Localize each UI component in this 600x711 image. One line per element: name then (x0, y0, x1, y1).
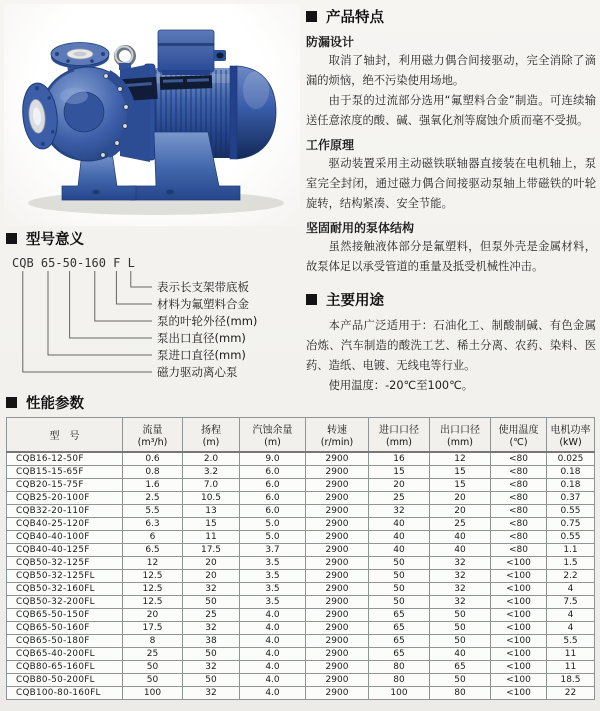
uses-heading (306, 289, 596, 310)
value-cell: 1.5 (547, 557, 595, 570)
value-cell: 11 (183, 531, 240, 544)
features-section (306, 6, 596, 277)
value-cell: 80 (369, 661, 430, 674)
value-cell: <80 (491, 544, 547, 557)
table-row (7, 505, 595, 518)
value-cell: 38 (183, 635, 240, 648)
uses-title: 主要用途 (326, 293, 384, 309)
model-cell: CQB15-15-65F (7, 466, 123, 479)
table-row (7, 596, 595, 609)
value-cell: 7.5 (547, 596, 595, 609)
feature-paragraph: 虽然接触液体部分是氟塑料，但泵外壳是金属材料，故泵体足以承受管道的重量及抵受机械性冲击。 (306, 240, 596, 273)
value-cell: 4 (547, 622, 595, 635)
column-header: 流量 (m³/h) (123, 418, 183, 453)
value-cell: 12.5 (123, 596, 183, 609)
table-row (7, 531, 595, 544)
value-cell: 40 (369, 531, 430, 544)
uses-paragraph: 本产品广泛适用于：石油化工、制酸制碱、有色金属冶炼、汽车制造的酸洗工艺、稀土分离、农药、染料、医药、造纸、电镀、无线电等行业。 (306, 319, 596, 372)
value-cell: 32 (183, 622, 240, 635)
table-row (7, 557, 595, 570)
table-row (7, 622, 595, 635)
value-cell: 40 (430, 648, 491, 661)
value-cell: 32 (430, 583, 491, 596)
value-cell: 50 (369, 570, 430, 583)
model-cell: CQB25-20-100F (7, 492, 123, 505)
value-cell: 6 (123, 531, 183, 544)
value-cell: 80 (369, 674, 430, 687)
value-cell: 100 (123, 687, 183, 700)
value-cell: 50 (369, 596, 430, 609)
column-header: 出口口径 (mm) (430, 418, 491, 453)
model-cell: CQB16-12-50F (7, 452, 123, 466)
value-cell: 32 (369, 505, 430, 518)
value-cell: 0.8 (123, 466, 183, 479)
value-cell: 32 (183, 687, 240, 700)
value-cell: 50 (123, 674, 183, 687)
value-cell: 4.0 (240, 687, 306, 700)
value-cell: 2900 (306, 557, 369, 570)
value-cell: 2900 (306, 452, 369, 466)
table-row (7, 648, 595, 661)
model-cell: CQB32-20-110F (7, 505, 123, 518)
value-cell: <100 (491, 557, 547, 570)
features-title: 产品特点 (326, 10, 384, 26)
value-cell: 0.18 (547, 466, 595, 479)
model-label: 泵的叶轮外径(mm) (157, 314, 258, 328)
value-cell: <100 (491, 674, 547, 687)
value-cell: 18.5 (547, 674, 595, 687)
feature-subheading: 防漏设计 (306, 35, 355, 49)
column-header: 进口口径 (mm) (369, 418, 430, 453)
value-cell: 3.5 (240, 557, 306, 570)
value-cell: <100 (491, 583, 547, 596)
value-cell: <80 (491, 452, 547, 466)
value-cell: 3.7 (240, 544, 306, 557)
table-body (7, 452, 595, 700)
value-cell: 6.0 (240, 505, 306, 518)
value-cell: 4.0 (240, 635, 306, 648)
value-cell: 20 (369, 479, 430, 492)
value-cell: <100 (491, 635, 547, 648)
value-cell: 3.2 (183, 466, 240, 479)
value-cell: <100 (491, 687, 547, 700)
value-cell: <80 (491, 492, 547, 505)
value-cell: 6.0 (240, 466, 306, 479)
value-cell: 50 (430, 674, 491, 687)
table-row (7, 466, 595, 479)
value-cell: 25 (369, 492, 430, 505)
value-cell: 2900 (306, 661, 369, 674)
table-row (7, 661, 595, 674)
value-cell: 11 (547, 648, 595, 661)
section-bullet-icon (306, 294, 317, 305)
value-cell: 50 (430, 622, 491, 635)
value-cell: 50 (430, 609, 491, 622)
value-cell: 1.1 (547, 544, 595, 557)
value-cell: <80 (491, 505, 547, 518)
value-cell: 0.55 (547, 505, 595, 518)
table-row (7, 609, 595, 622)
value-cell: 2900 (306, 505, 369, 518)
value-cell: 2900 (306, 531, 369, 544)
value-cell: 12 (123, 557, 183, 570)
table-header (7, 418, 595, 453)
table-row (7, 687, 595, 700)
value-cell: 80 (430, 687, 491, 700)
value-cell: 25 (123, 648, 183, 661)
table-row (7, 674, 595, 687)
value-cell: 20 (183, 570, 240, 583)
performance-section (6, 392, 406, 413)
table-row (7, 635, 595, 648)
value-cell: 17.5 (183, 544, 240, 557)
value-cell: 6.0 (240, 492, 306, 505)
model-cell: CQB40-40-125F (7, 544, 123, 557)
table-row (7, 452, 595, 466)
model-label: 泵出口直径(mm) (157, 331, 246, 345)
table-row (7, 544, 595, 557)
value-cell: 50 (369, 557, 430, 570)
value-cell: 3.5 (240, 583, 306, 596)
value-cell: 4.0 (240, 674, 306, 687)
column-header: 使用温度 (℃) (491, 418, 547, 453)
feature-paragraph: 驱动装置采用主动磁铁联轴器直接装在电机轴上，泵室完全封闭，通过磁力偶合间接驱动泵轴上带磁铁的叶轮旋转，结构紧凑、安全节能。 (306, 157, 596, 210)
performance-title: 性能参数 (26, 396, 84, 412)
model-cell: CQB40-40-100F (7, 531, 123, 544)
feature-subheading: 工作原理 (306, 138, 355, 152)
value-cell: 2900 (306, 609, 369, 622)
value-cell: 2900 (306, 466, 369, 479)
value-cell: 0.6 (123, 452, 183, 466)
value-cell: <80 (491, 518, 547, 531)
model-cell: CQB50-32-200FL (7, 596, 123, 609)
uses-paragraph: 使用温度：-20℃至100℃。 (328, 379, 474, 392)
table-row (7, 518, 595, 531)
section-bullet-icon (6, 233, 17, 244)
feature-subheading: 坚固耐用的泵体结构 (306, 221, 415, 235)
value-cell: 50 (369, 583, 430, 596)
value-cell: 2.2 (547, 570, 595, 583)
value-cell: 3.5 (240, 596, 306, 609)
value-cell: 0.75 (547, 518, 595, 531)
model-cell: CQB65-40-200FL (7, 648, 123, 661)
model-cell: CQB20-15-75F (7, 479, 123, 492)
value-cell: 12.5 (123, 570, 183, 583)
value-cell: 65 (369, 635, 430, 648)
value-cell: 2900 (306, 635, 369, 648)
value-cell: 1.6 (123, 479, 183, 492)
model-meaning-section (6, 228, 302, 395)
value-cell: 100 (369, 687, 430, 700)
value-cell: <80 (491, 466, 547, 479)
value-cell: 0.18 (547, 479, 595, 492)
value-cell: 0.37 (547, 492, 595, 505)
column-header: 汽蚀余量 (m) (240, 418, 306, 453)
pump-photo (4, 4, 300, 226)
value-cell: 4.0 (240, 661, 306, 674)
value-cell: <100 (491, 570, 547, 583)
value-cell: 65 (369, 622, 430, 635)
value-cell: 2900 (306, 596, 369, 609)
value-cell: <100 (491, 596, 547, 609)
value-cell: 65 (430, 661, 491, 674)
value-cell: 5.0 (240, 518, 306, 531)
value-cell: 9.0 (240, 452, 306, 466)
model-cell: CQB50-32-125FL (7, 570, 123, 583)
value-cell: 32 (183, 661, 240, 674)
value-cell: 2900 (306, 570, 369, 583)
model-label: 磁力驱动离心泵 (157, 365, 238, 379)
model-cell: CQB80-65-160FL (7, 661, 123, 674)
table-row (7, 479, 595, 492)
value-cell: 2.0 (183, 452, 240, 466)
value-cell: 2900 (306, 674, 369, 687)
column-header: 扬程 (m) (183, 418, 240, 453)
value-cell: 12.5 (123, 583, 183, 596)
model-cell: CQB65-50-180F (7, 635, 123, 648)
value-cell: 2900 (306, 622, 369, 635)
value-cell: 32 (430, 570, 491, 583)
model-meaning-heading (6, 228, 302, 249)
value-cell: 0.025 (547, 452, 595, 466)
value-cell: 4 (547, 609, 595, 622)
value-cell: <100 (491, 609, 547, 622)
value-cell: 13 (183, 505, 240, 518)
section-bullet-icon (6, 397, 17, 408)
magnetic-pump-image (4, 4, 300, 226)
value-cell: 5.0 (240, 531, 306, 544)
value-cell: <80 (491, 479, 547, 492)
value-cell: <100 (491, 648, 547, 661)
value-cell: 50 (183, 674, 240, 687)
model-cell: CQB50-32-160FL (7, 583, 123, 596)
value-cell: 4 (547, 583, 595, 596)
value-cell: 16 (369, 452, 430, 466)
value-cell: 40 (430, 544, 491, 557)
value-cell: 50 (430, 635, 491, 648)
feature-paragraph: 取消了轴封，利用磁力偶合间接驱动，完全消除了滴漏的烦恼，绝不污染使用场地。 (306, 54, 596, 87)
header-row (7, 418, 595, 453)
value-cell: 2900 (306, 544, 369, 557)
value-cell: 6.3 (123, 518, 183, 531)
model-cell: CQB40-25-120F (7, 518, 123, 531)
value-cell: 50 (183, 648, 240, 661)
value-cell: 15 (369, 466, 430, 479)
value-cell: 4.0 (240, 609, 306, 622)
feature-paragraph: 由于泵的过流部分选用“氟塑料合金”制造。可连续输送任意浓度的酸、碱、强氧化剂等腐蚀介质而毫不受损。 (306, 94, 596, 127)
uses-section (306, 289, 596, 396)
value-cell: 12 (430, 452, 491, 466)
value-cell: <100 (491, 622, 547, 635)
value-cell: 5.5 (123, 505, 183, 518)
value-cell: 25 (430, 518, 491, 531)
value-cell: 2900 (306, 518, 369, 531)
value-cell: 15 (430, 479, 491, 492)
value-cell: 4.0 (240, 622, 306, 635)
value-cell: 0.55 (547, 531, 595, 544)
model-cell: CQB50-32-125F (7, 557, 123, 570)
section-bullet-icon (306, 11, 317, 22)
value-cell: 20 (430, 492, 491, 505)
model-code: CQB 65-50-160 F L (12, 256, 135, 270)
model-cell: CQB65-50-160F (7, 622, 123, 635)
model-code-diagram (6, 253, 302, 391)
value-cell: 40 (430, 531, 491, 544)
value-cell: 17.5 (123, 622, 183, 635)
model-cell: CQB65-50-150F (7, 609, 123, 622)
table-row (7, 570, 595, 583)
value-cell: 40 (369, 544, 430, 557)
value-cell: 2900 (306, 583, 369, 596)
model-label: 材料为氟塑料合金 (157, 297, 249, 311)
performance-table (6, 417, 595, 700)
value-cell: 15 (183, 518, 240, 531)
value-cell: <100 (491, 661, 547, 674)
value-cell: 7.0 (183, 479, 240, 492)
value-cell: 3.5 (240, 570, 306, 583)
model-meaning-title: 型号意义 (26, 232, 84, 248)
value-cell: 25 (183, 609, 240, 622)
value-cell: 11 (547, 661, 595, 674)
value-cell: 2900 (306, 479, 369, 492)
value-cell: 2900 (306, 648, 369, 661)
value-cell: 2.5 (123, 492, 183, 505)
value-cell: 20 (430, 505, 491, 518)
model-label: 泵进口直径(mm) (157, 348, 246, 362)
value-cell: 6.5 (123, 544, 183, 557)
model-cell: CQB80-50-200FL (7, 674, 123, 687)
value-cell: 2900 (306, 492, 369, 505)
model-cell: CQB100-80-160FL (7, 687, 123, 700)
value-cell: 5.5 (547, 635, 595, 648)
value-cell: 40 (369, 518, 430, 531)
table-row (7, 583, 595, 596)
column-header: 型 号 (7, 418, 123, 453)
value-cell: 50 (123, 661, 183, 674)
features-heading (306, 6, 596, 27)
value-cell: 15 (430, 466, 491, 479)
value-cell: 6.0 (240, 479, 306, 492)
value-cell: 22 (547, 687, 595, 700)
value-cell: 4.0 (240, 648, 306, 661)
value-cell: 50 (183, 596, 240, 609)
value-cell: 20 (123, 609, 183, 622)
value-cell: 32 (430, 557, 491, 570)
value-cell: 65 (369, 609, 430, 622)
value-cell: <80 (491, 531, 547, 544)
performance-heading (6, 392, 406, 413)
model-label: 表示长支架带底板 (157, 280, 249, 294)
value-cell: 32 (430, 596, 491, 609)
table-row (7, 492, 595, 505)
value-cell: 32 (183, 583, 240, 596)
column-header: 转速 (r/min) (306, 418, 369, 453)
value-cell: 65 (369, 648, 430, 661)
value-cell: 10.5 (183, 492, 240, 505)
value-cell: 2900 (306, 687, 369, 700)
value-cell: 20 (183, 557, 240, 570)
column-header: 电机功率 (kW) (547, 418, 595, 453)
value-cell: 8 (123, 635, 183, 648)
